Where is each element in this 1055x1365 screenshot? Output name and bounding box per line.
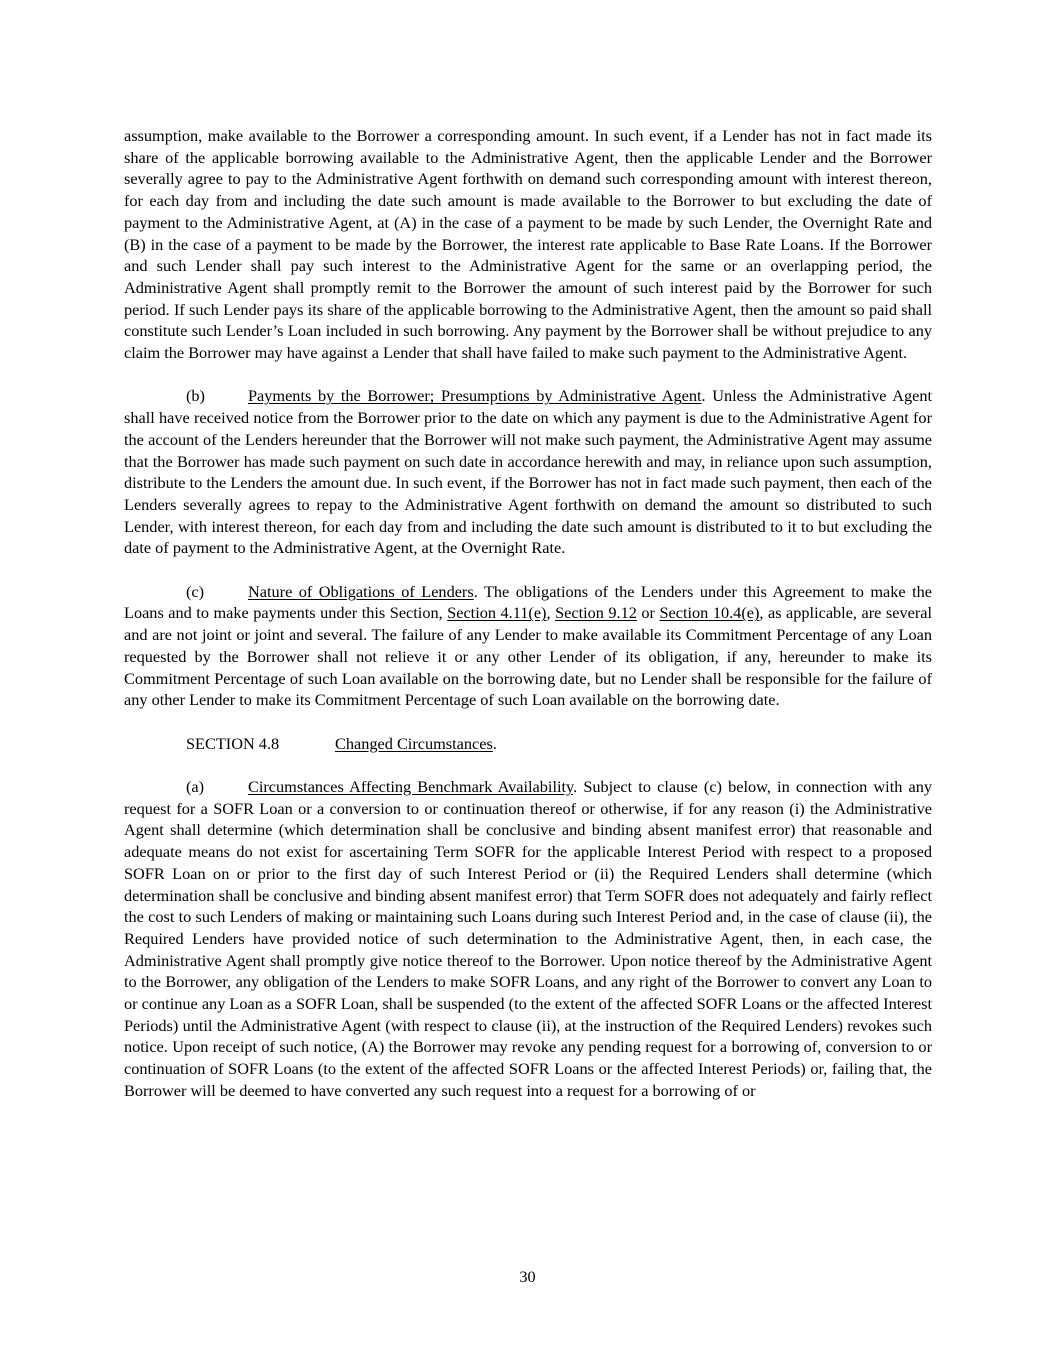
paragraph-continuation: assumption, make available to the Borrower a corresponding amount. In such event, if a Lender has not in fact made its share of the applicable borrowing available to the Administrative Agent, then the applicable Lender and the Borrower severally agree to pay to the Administrative Agent forthwith on demand such corresponding amount with interest thereon, for each day from and including the date such amount is made available to the Borrower to but excluding the date of payment to the Administrative Agent, at (A) in the case of a payment to be made by such Lender, the Overnight Rate and (B) in the case of a payment to be made by the Borrower, the interest rate applicable to Base Rate Loans. If the Borrower and such Lender shall pay such interest to the Administrative Agent for the same or an overlapping period, the Administrative Agent shall promptly remit to the Borrower the amount of such interest paid by the Borrower for such period. If such Lender pays its share of the applicable borrowing to the Administrative Agent, then the amount so paid shall constitute such Lender’s Loan included in such borrowing. Any payment by the Borrower shall be without prejudice to any claim the Borrower may have against a Lender that shall have failed to make such payment to the Administrative Agent. <box>124 126 932 363</box>
section-ref-9-12: Section 9.12 <box>555 603 637 623</box>
section-title-period: . <box>492 733 497 753</box>
ref-separator-1: , <box>546 603 556 623</box>
clause-label-a: (a) <box>186 777 205 797</box>
page-number: 30 <box>519 1267 536 1286</box>
page-body <box>124 125 932 1123</box>
paragraph-a <box>124 776 932 1102</box>
section-ref-10-4e: Section 10.4(e) <box>659 603 760 623</box>
section-title: Changed Circumstances <box>335 733 493 753</box>
section-heading-4-8 <box>124 733 932 755</box>
section-number: SECTION 4.8 <box>186 733 280 753</box>
clause-heading-b-period: . <box>701 386 706 406</box>
paragraph-c <box>124 581 932 711</box>
clause-text-c-part2: , as applicable, are several and are not joint or joint and several. The failure of any Lender to make available its Commitment Percentage of any Loan requested by the Borrower shall not relieve it or any other Lender of its obligation, if any, hereunder to make its Commitment Percentage of such Loan available on the borrowing date, but no Lender shall be responsible for the failure of any other Lender to make its Commitment Percentage of such Loan available on the borrowing date. <box>124 603 932 710</box>
clause-text-a: Subject to clause (c) below, in connection with any request for a SOFR Loan or a conversion to or continuation thereof or otherwise, if for any reason (i) the Administrative Agent shall determine (which determination shall be conclusive and binding absent manifest error) that reasonable and adequate means do not exist for ascertaining Term SOFR for the applicable Interest Period with respect to a proposed SOFR Loan on or prior to the first day of such Interest Period or (ii) the Required Lenders shall determine (which determination shall be conclusive and binding absent manifest error) that Term SOFR does not adequately and fairly reflect the cost to such Lenders of making or maintaining such Loans during such Interest Period and, in the case of clause (ii), the Required Lenders have provided notice of such determination to the Administrative Agent, then, in each case, the Administrative Agent shall promptly give notice thereof to the Borrower. Upon notice thereof by the Administrative Agent to the Borrower, any obligation of the Lenders to make SOFR Loans, and any right of the Borrower to convert any Loan to or continue any Loan as a SOFR Loan, shall be suspended (to the extent of the affected SOFR Loans or the affected Interest Periods) until the Administrative Agent (with respect to clause (ii), at the instruction of the Required Lenders) revokes such notice. Upon receipt of such notice, (A) the Borrower may revoke any pending request for a borrowing of, conversion to or continuation of SOFR Loans (to the extent of the affected SOFR Loans or the affected Interest Periods) or, failing that, the Borrower will be deemed to have converted any such request into a request for a borrowing of or <box>124 777 933 1100</box>
clause-label-b: (b) <box>186 386 205 406</box>
clause-heading-a: Circumstances Affecting Benchmark Availability <box>248 777 574 797</box>
paragraph-b <box>124 385 932 559</box>
section-ref-4-11e: Section 4.11(e) <box>447 603 547 623</box>
clause-text-b: Unless the Administrative Agent shall have received notice from the Borrower prior to the date on which any payment is due to the Administrative Agent for the account of the Lenders hereunder that the Borrower will not make such payment, the Administrative Agent may assume that the Borrower has made such payment on such date in accordance herewith and may, in reliance upon such assumption, distribute to the Lenders the amount due. In such event, if the Borrower has not in fact made such payment, then each of the Lenders severally agrees to repay to the Administrative Agent forthwith on demand the amount so distributed to such Lender, with interest thereon, for each day from and including the date such amount is distributed to it to but excluding the date of payment to the Administrative Agent, at the Overnight Rate. <box>124 386 933 558</box>
clause-heading-a-period: . <box>573 777 578 797</box>
ref-separator-2: or <box>636 603 660 623</box>
clause-heading-c: Nature of Obligations of Lenders <box>248 581 474 601</box>
clause-text-c-part1: . The obligations of the Lenders under this Agreement to make the Loans and to make payments under this Section, <box>124 581 932 623</box>
clause-heading-b: Payments by the Borrower; Presumptions by Administrative Agent <box>248 386 702 406</box>
clause-label-c: (c) <box>186 581 205 601</box>
